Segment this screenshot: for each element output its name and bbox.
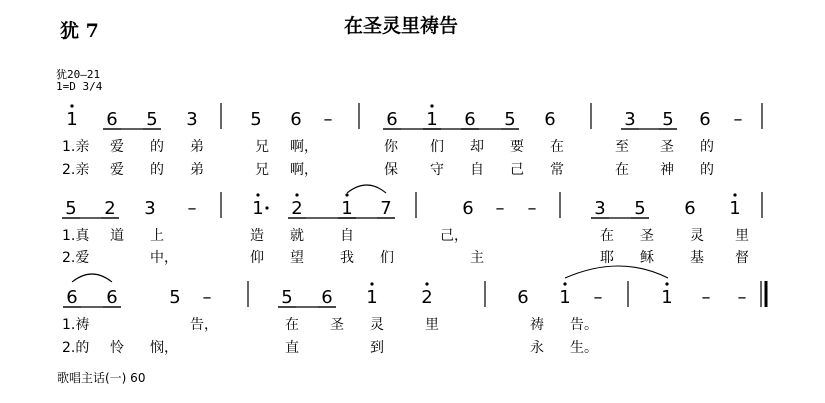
lyric-syllable: 在 xyxy=(615,162,629,178)
lyric-syllable: 在 xyxy=(550,139,564,155)
scripture-reference: 犹20—21 xyxy=(56,68,101,81)
lyric-syllable: 要 xyxy=(510,139,524,155)
note: 3 xyxy=(624,109,636,130)
lyric-syllable: 常 xyxy=(550,162,564,178)
lyric-syllable: 守 xyxy=(430,162,444,178)
lyric-syllable: 1.亲 xyxy=(62,139,90,155)
lyric-syllable: 己 xyxy=(510,162,524,178)
note: 5 xyxy=(662,109,674,130)
lyric-syllable: 祷 xyxy=(530,317,544,333)
note: – xyxy=(323,109,333,130)
lyric-syllable: 弟 xyxy=(190,139,204,155)
note: 6 xyxy=(464,109,476,130)
note: 5 xyxy=(169,287,181,308)
lyric-syllable: 督 xyxy=(735,250,749,266)
lyric-syllable: 2.亲 xyxy=(62,162,90,178)
note: 3 xyxy=(594,198,606,219)
lyric-syllable: 爱 xyxy=(110,139,124,155)
lyric-syllable: 基 xyxy=(690,250,704,266)
note: 1 xyxy=(252,198,264,219)
lyric-syllable: 圣 xyxy=(640,228,654,244)
lyric-syllable: 自 xyxy=(340,228,354,244)
note: – xyxy=(701,287,711,308)
lyric-syllable: 自 xyxy=(470,162,484,178)
note: 1 xyxy=(559,287,571,308)
note: 6 xyxy=(106,109,118,130)
lyric-syllable: 里 xyxy=(735,228,749,244)
note: – xyxy=(202,287,212,308)
lyric-syllable: 2.爱 xyxy=(62,250,90,266)
note: 7 xyxy=(380,198,392,219)
lyric-syllable: 造 xyxy=(250,228,264,244)
lyric-syllable: 直 xyxy=(285,340,299,356)
high-octave-dot xyxy=(295,193,298,196)
lyric-syllable: 稣 xyxy=(640,250,654,266)
high-octave-dot xyxy=(425,282,428,285)
lyric-syllable: 我 xyxy=(340,250,354,266)
slur xyxy=(565,266,668,278)
lyric-syllable: 仰 xyxy=(250,250,264,266)
lyric-syllable: 悯， xyxy=(150,340,178,356)
lyric-syllable: 到 xyxy=(370,340,384,356)
rhythm-dot xyxy=(265,206,268,209)
lyric-syllable: 在 xyxy=(600,228,614,244)
lyric-syllable: 保 xyxy=(384,162,398,178)
lyric-syllable: 主 xyxy=(470,250,484,266)
lyric-syllable: 生。 xyxy=(570,340,598,356)
note: 5 xyxy=(250,109,262,130)
lyric-syllable: 灵 xyxy=(370,317,384,333)
lyric-syllable: 中， xyxy=(150,250,178,266)
lyric-syllable: 啊， xyxy=(290,162,318,178)
note: 1 xyxy=(426,109,438,130)
slur xyxy=(347,185,386,193)
note: 3 xyxy=(144,198,156,219)
note: 3 xyxy=(186,109,198,130)
lyric-syllable: 神 xyxy=(660,162,674,178)
lyric-syllable: 们 xyxy=(380,250,394,266)
note: 1 xyxy=(341,198,353,219)
lyric-syllable: 们 xyxy=(430,139,444,155)
score-system-3 xyxy=(62,274,766,356)
lyric-syllable: 望 xyxy=(290,250,304,266)
lyric-syllable: 怜 xyxy=(110,340,124,356)
score-system-2 xyxy=(62,185,762,278)
note: 6 xyxy=(517,287,529,308)
note: 6 xyxy=(321,287,333,308)
lyric-syllable: 告。 xyxy=(570,317,598,333)
slur xyxy=(72,274,112,282)
lyric-syllable: 的 xyxy=(150,162,164,178)
note: 5 xyxy=(504,109,516,130)
lyric-syllable: 2.的 xyxy=(62,340,90,356)
note: 1 xyxy=(661,287,673,308)
note: 1 xyxy=(729,198,741,219)
lyric-syllable: 道 xyxy=(110,228,124,244)
lyric-syllable: 的 xyxy=(700,162,714,178)
lyric-syllable: 圣 xyxy=(330,317,344,333)
note: 6 xyxy=(386,109,398,130)
lyric-syllable: 耶 xyxy=(600,250,614,266)
note: 1 xyxy=(66,109,78,130)
note: 6 xyxy=(699,109,711,130)
lyric-syllable: 己， xyxy=(440,228,468,244)
high-octave-dot xyxy=(370,282,373,285)
lyric-syllable: 的 xyxy=(150,139,164,155)
note: – xyxy=(733,109,743,130)
high-octave-dot xyxy=(665,282,668,285)
lyric-syllable: 兄 xyxy=(255,162,269,178)
key-signature: 1=D 3/4 xyxy=(56,80,103,93)
lyric-syllable: 里 xyxy=(425,317,439,333)
note: – xyxy=(495,198,505,219)
note: – xyxy=(527,198,537,219)
lyric-syllable: 灵 xyxy=(690,228,704,244)
note: 5 xyxy=(634,198,646,219)
note: – xyxy=(593,287,603,308)
note: 6 xyxy=(684,198,696,219)
hymn-number: 犹 7 xyxy=(60,20,99,42)
note: – xyxy=(187,198,197,219)
lyric-syllable: 在 xyxy=(285,317,299,333)
note: 2 xyxy=(291,198,303,219)
note: 6 xyxy=(462,198,474,219)
song-title: 在圣灵里祷告 xyxy=(344,15,459,37)
lyric-syllable: 1.真 xyxy=(62,228,90,244)
source-footer: 歌唱主话(一) 60 xyxy=(57,371,146,385)
lyric-syllable: 啊， xyxy=(290,139,318,155)
lyric-syllable: 告， xyxy=(190,317,218,333)
note: 5 xyxy=(281,287,293,308)
note: 2 xyxy=(104,198,116,219)
note: 5 xyxy=(146,109,158,130)
note: 2 xyxy=(421,287,433,308)
note: 6 xyxy=(290,109,302,130)
lyric-syllable: 你 xyxy=(384,139,398,155)
high-octave-dot xyxy=(430,104,433,107)
lyric-syllable: 弟 xyxy=(190,162,204,178)
lyric-syllable: 永 xyxy=(530,340,544,356)
note: 6 xyxy=(66,287,78,308)
lyric-syllable: 却 xyxy=(470,139,484,155)
lyric-syllable: 上 xyxy=(150,228,164,244)
lyric-syllable: 就 xyxy=(290,228,304,244)
high-octave-dot xyxy=(345,193,348,196)
note: 1 xyxy=(366,287,378,308)
lyric-syllable: 爱 xyxy=(110,162,124,178)
lyric-syllable: 兄 xyxy=(255,139,269,155)
high-octave-dot xyxy=(733,193,736,196)
lyric-syllable: 圣 xyxy=(660,139,674,155)
high-octave-dot xyxy=(256,193,259,196)
note: 6 xyxy=(544,109,556,130)
note: – xyxy=(737,287,747,308)
note: 6 xyxy=(106,287,118,308)
note: 5 xyxy=(65,198,77,219)
high-octave-dot xyxy=(70,104,73,107)
lyric-syllable: 至 xyxy=(615,139,629,155)
score-system-1 xyxy=(62,103,762,178)
lyric-syllable: 的 xyxy=(700,139,714,155)
high-octave-dot xyxy=(563,282,566,285)
lyric-syllable: 1.祷 xyxy=(62,317,90,333)
